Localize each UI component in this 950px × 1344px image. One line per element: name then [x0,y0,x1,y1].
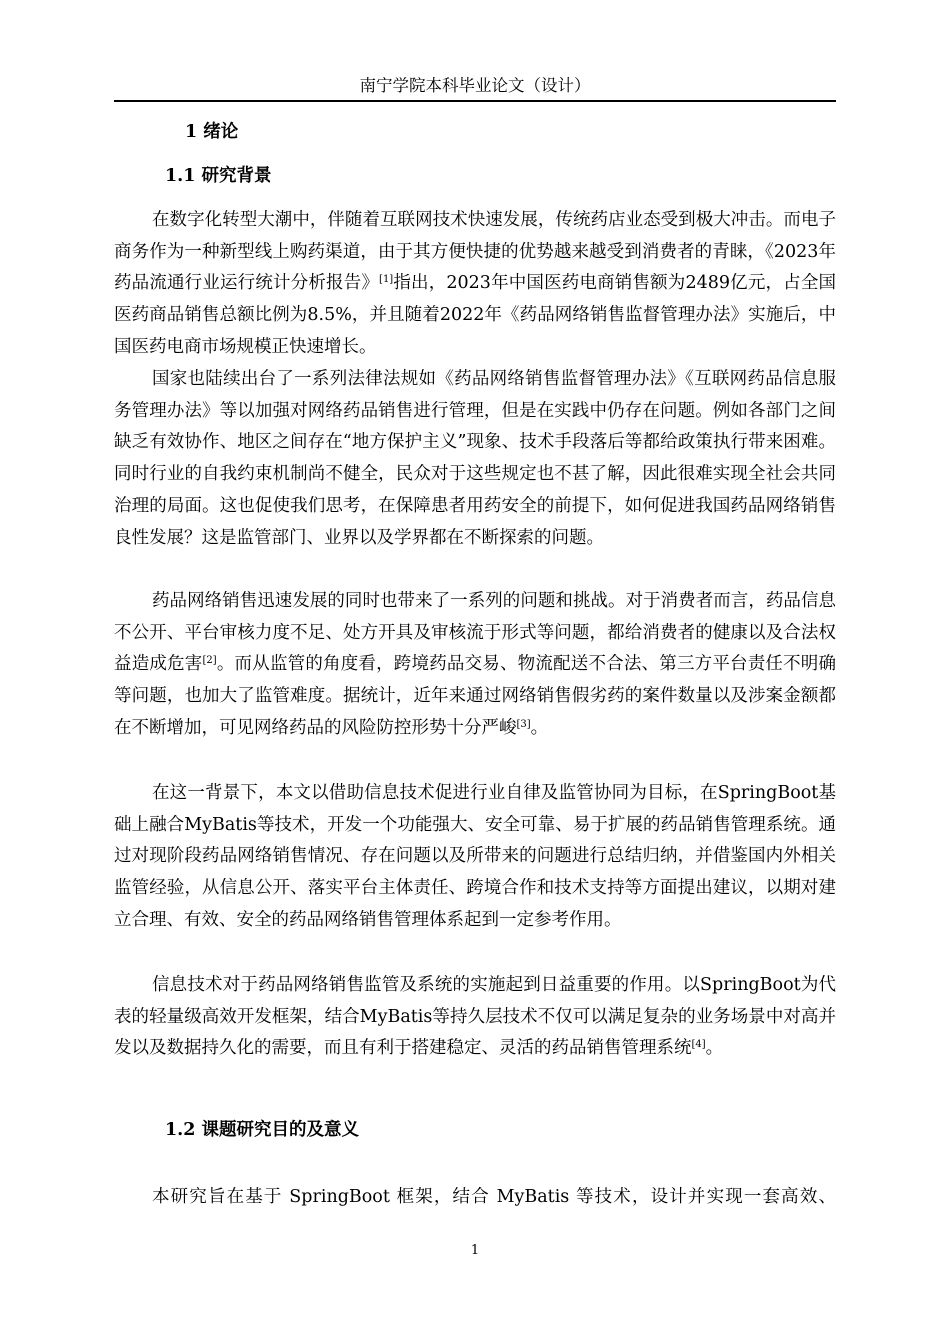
citation-ref-2: [2] [202,655,217,667]
chapter-title: 1 绪论 [185,122,239,142]
header-divider [114,100,836,102]
paragraph-1 [114,205,836,364]
citation-ref-3: [3] [516,718,531,730]
page-header: 南宁学院本科毕业论文（设计） [359,76,591,95]
citation-ref-1: [1] [379,274,394,286]
paragraph-3-text-end: 。 [530,717,549,738]
section-title-1-1: 1.1 研究背景 [165,166,272,186]
paragraph-6: 本研究旨在基于 SpringBoot 框架，结合 MyBatis 等技术，设计并实现一套高效、 [152,1187,836,1207]
paragraph-1-text-cont: 指出，2023年中国医药电商销售额为2489亿元，占全国医药商品销售总额比例为8.5%，并且随着2022年《药品网络销售监督管理办法》实施后，中国医药电商市场规模正快速增长。 [114,273,837,357]
citation-ref-4: [4] [691,1039,706,1051]
paragraph-3-text: 药品网络销售迅速发展的同时也带来了一系列的问题和挑战。对于消费者而言，药品信息不公开、平台审核力度不足、处方开具及审核流于形式等问题，都给消费者的健康以及合法权益造成危害 [114,591,836,675]
paragraph-5 [114,970,836,1065]
page-number: 1 [470,1243,480,1258]
paragraph-4: 在这一背景下，本文以借助信息技术促进行业自律及监管协同为目标，在SpringBoot基础上融合MyBatis等技术，开发一个功能强大、安全可靠、易于扩展的药品销售管理系统。通过对现阶段药品网络销售情况、存在问题以及所带来的问题进行总结归纳，并借鉴国内外相关监管经验，从信息公开、落实平台主体责任、跨境合作和技术支持等方面提出建议，以期对建立合理、有效、安全的药品网络销售管理体系起到一定参考作用。 [114,783,836,930]
paragraph-3-text-cont: 。而从监管的角度看，跨境药品交易、物流配送不合法、第三方平台责任不明确等问题，也加大了监管难度。据统计，近年来通过网络销售假劣药的案件数量以及涉案金额都在不断增加，可见网络药品的风险防控形势十分严峻 [114,654,837,738]
paragraph-5-text-end: 。 [705,1038,724,1059]
paragraph-5-text: 信息技术对于药品网络销售监管及系统的实施起到日益重要的作用。以SpringBoot为代表的轻量级高效开发框架，结合MyBatis等持久层技术不仅可以满足复杂的业务场景中对高并发以及数据持久化的需要，而且有利于搭建稳定、灵活的药品销售管理系统 [114,975,836,1059]
section-title-1-2: 1.2 课题研究目的及意义 [165,1120,360,1140]
paragraph-2: 国家也陆续出台了一系列法律法规如《药品网络销售监督管理办法》《互联网药品信息服务管理办法》等以加强对网络药品销售进行管理，但是在实践中仍存在问题。例如各部门之间缺乏有效协作、地区之间存在“地方保护主义”现象、技术手段落后等都给政策执行带来困难。同时行业的自我约束机制尚不健全，民众对于这些规定也不甚了解，因此很难实现全社会共同治理的局面。这也促使我们思考，在保障患者用药安全的前提下，如何促进我国药品网络销售良性发展？这是监管部门、业界以及学界都在不断探索的问题。 [114,369,836,548]
paragraph-1-text: 在数字化转型大潮中，伴随着互联网技术快速发展，传统药店业态受到极大冲击。而电子商务作为一种新型线上购药渠道，由于其方便快捷的优势越来越受到消费者的青睐，《2023年药品流通行业运行统计分析报告》 [114,210,836,294]
paragraph-3 [114,586,836,745]
